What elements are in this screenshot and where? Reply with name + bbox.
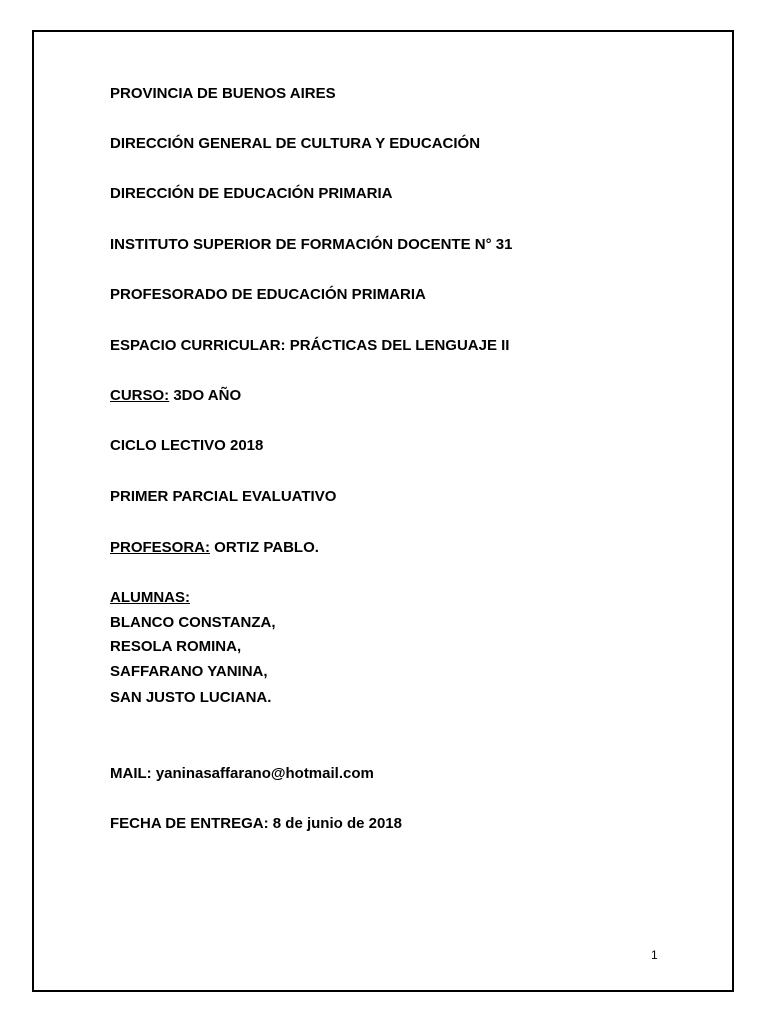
line-ciclo-lectivo: CICLO LECTIVO 2018 xyxy=(110,437,264,454)
page-border xyxy=(32,30,734,992)
alumna-name: SAN JUSTO LUCIANA. xyxy=(110,689,272,706)
alumnas-label: ALUMNAS: xyxy=(110,589,190,606)
line-profesora xyxy=(110,539,319,557)
profesora-label: PROFESORA: xyxy=(110,539,211,556)
line-espacio-curricular: ESPACIO CURRICULAR: PRÁCTICAS DEL LENGUAJE II xyxy=(110,337,510,354)
line-provincia: PROVINCIA DE BUENOS AIRES xyxy=(110,85,336,102)
curso-label: CURSO: xyxy=(110,387,170,404)
line-profesorado: PROFESORADO DE EDUCACIÓN PRIMARIA xyxy=(110,286,426,303)
line-instituto: INSTITUTO SUPERIOR DE FORMACIÓN DOCENTE N° 31 xyxy=(110,236,513,253)
line-mail: MAIL: yaninasaffarano@hotmail.com xyxy=(110,765,374,782)
alumna-name: RESOLA ROMINA, xyxy=(110,638,242,655)
line-primer-parcial: PRIMER PARCIAL EVALUATIVO xyxy=(110,488,337,505)
profesora-value: ORTIZ PABLO. xyxy=(210,539,319,556)
curso-value: 3DO AÑO xyxy=(169,387,242,404)
alumna-name: SAFFARANO YANINA, xyxy=(110,663,268,680)
line-direccion-primaria: DIRECCIÓN DE EDUCACIÓN PRIMARIA xyxy=(110,185,393,202)
line-direccion-general: DIRECCIÓN GENERAL DE CULTURA Y EDUCACIÓN xyxy=(110,135,481,152)
alumna-name: BLANCO CONSTANZA, xyxy=(110,614,276,631)
line-curso xyxy=(110,387,241,405)
line-fecha-entrega: FECHA DE ENTREGA: 8 de junio de 2018 xyxy=(110,815,402,832)
page-number: 1 xyxy=(651,948,658,962)
